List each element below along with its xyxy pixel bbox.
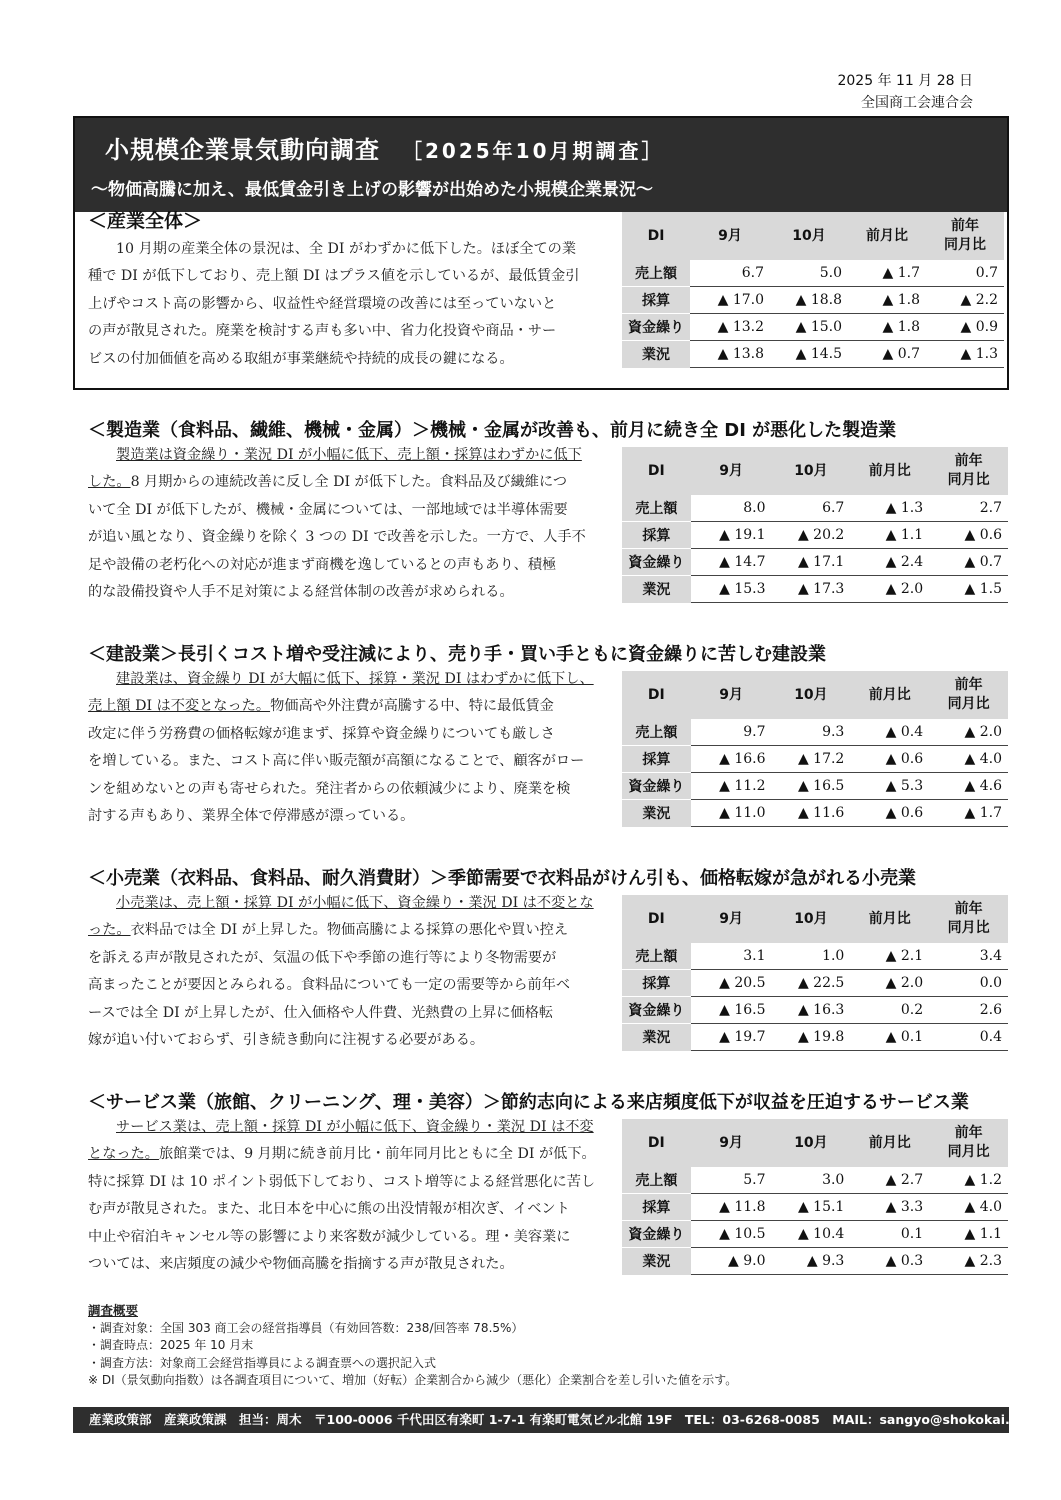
header-di: DI: [622, 212, 690, 260]
table-cell: ▲ 11.2: [691, 773, 772, 800]
table-cell: ▲ 2.7: [850, 1167, 929, 1194]
table-row: [622, 260, 1004, 287]
header-sep: 9月: [691, 447, 772, 495]
table-header-row: [622, 212, 1004, 260]
survey-method: ・調査方法：対象商工会経営指導員による調査票への選択記入式: [88, 1355, 437, 1370]
table-header-row: [622, 895, 1008, 943]
table-cell: ▲ 9.3: [772, 1248, 851, 1275]
table-row: [622, 1221, 1008, 1248]
table-row: [622, 719, 1008, 746]
table-cell: ▲ 3.3: [850, 1194, 929, 1221]
header-oct: 10月: [770, 212, 848, 260]
header-mom: 前月比: [850, 895, 929, 943]
table-cell: ▲ 1.8: [848, 314, 926, 341]
header-sep: 9月: [691, 895, 772, 943]
table-cell: ▲ 0.7: [848, 341, 926, 368]
table-cell: 0.1: [850, 1221, 929, 1248]
table-cell: ▲ 20.2: [772, 522, 851, 549]
row-label: 売上額: [622, 1167, 691, 1194]
row-label: 売上額: [622, 495, 691, 522]
header-oct: 10月: [772, 671, 851, 719]
table-header-row: [622, 1119, 1008, 1167]
row-label: 採算: [622, 522, 691, 549]
table-cell: ▲ 4.6: [929, 773, 1008, 800]
table-row: [622, 943, 1008, 970]
row-label: 業況: [622, 800, 691, 827]
table-cell: ▲ 16.6: [691, 746, 772, 773]
header-yoy: 前年 同月比: [926, 212, 1004, 260]
service-text: サービス業は、売上額・採算 DI が小幅に低下、資金繰り・業況 DI は不変 となった。旅館業では、9 月期に続き前月比・前年同月比ともに全 DI が低下。 特に採算 DI は 10 ポイント弱低下しており、コスト増等による経営悪化に苦し む声が散見された。また、北日本を中心に熊の出没情報が相次ぎ、イベント 中止や宿泊キャンセル等の影響により来客数が減少している。理・美容業に ついては、来店頻度の減少や物価高騰を指摘する声が散見された。: [88, 1119, 596, 1273]
construction-heading: ＜建設業＞長引くコスト増や受注減により、売り手・買い手ともに資金繰りに苦しむ建設業: [88, 644, 826, 665]
di-table-overall: [622, 212, 1004, 368]
table-cell: ▲ 16.3: [772, 997, 851, 1024]
survey-target: ・調査対象：全国 303 商工会の経営指導員（有効回答数：238/回答率 78.5%）: [88, 1320, 524, 1335]
table-cell: ▲ 0.9: [926, 314, 1004, 341]
table-cell: 3.1: [691, 943, 772, 970]
table-cell: ▲ 19.1: [691, 522, 772, 549]
table-cell: ▲ 2.1: [850, 943, 929, 970]
retail-text: 小売業は、売上額・採算 DI が小幅に低下、資金繰り・業況 DI は不変とな った。衣料品では全 DI が上昇した。物価高騰による採算の悪化や買い控え を訴える声が散見されたが、気温の低下や季節の進行等により冬物需要が 高まったことが要因とみられる。食料品についても一定の需要等から前年ベ ースでは全 DI が上昇したが、仕入価格や人件費、光熱費の上昇に価格転 嫁が追い付いておらず、引き続き動向に注視する必要がある。: [88, 895, 594, 1049]
header-di: DI: [622, 447, 691, 495]
table-cell: 0.7: [926, 260, 1004, 287]
header-mom: 前月比: [850, 1119, 929, 1167]
table-cell: 0.4: [929, 1024, 1008, 1051]
row-label: 採算: [622, 746, 691, 773]
overall-text: 10 月期の産業全体の景況は、全 DI がわずかに低下した。ほぼ全ての業 種で DI が低下しており、売上額 DI はプラス値を示しているが、最低賃金引 上げやコスト高の影響から、収益性や経営環境の改善には至っていないと の声が散見された。廃業を検討する声も多い中、省力化投資や商品・サー ビスの付加価値を高める取組が事業継続や持続的成長の鍵になる。: [88, 241, 580, 367]
table-row: [622, 287, 1004, 314]
header-sep: 9月: [691, 1119, 772, 1167]
table-cell: 1.0: [772, 943, 851, 970]
row-label: 業況: [622, 1248, 691, 1275]
overall-heading: ＜産業全体＞: [88, 210, 203, 232]
row-label: 業況: [622, 576, 691, 603]
table-cell: ▲ 17.2: [772, 746, 851, 773]
di-note: ※ DI（景気動向指数）は各調査項目について、増加（好転）企業割合から減少（悪化）企業割合を差し引いた値を示す。: [88, 1373, 738, 1387]
table-cell: ▲ 0.3: [850, 1248, 929, 1275]
table-cell: ▲ 14.5: [770, 341, 848, 368]
table-row: [622, 314, 1004, 341]
table-row: [622, 341, 1004, 368]
table-cell: ▲ 2.2: [926, 287, 1004, 314]
table-cell: ▲ 15.1: [772, 1194, 851, 1221]
table-row: [622, 1194, 1008, 1221]
row-label: 採算: [622, 1194, 691, 1221]
row-label: 採算: [622, 287, 690, 314]
header-oct: 10月: [772, 895, 851, 943]
table-cell: ▲ 20.5: [691, 970, 772, 997]
table-cell: ▲ 2.0: [850, 576, 929, 603]
row-label: 資金繰り: [622, 773, 691, 800]
issue-date: 2025 年 11 月 28 日: [837, 73, 973, 89]
table-cell: 3.0: [772, 1167, 851, 1194]
construction-text: 建設業は、資金繰り DI が大幅に低下、採算・業況 DI はわずかに低下し、 売上額 DI は不変となった。物価高や外注費が高騰する中、特に最低賃金 改定に伴う労務費の価格転嫁が進まず、採算や資金繰りについても厳しさ を増している。また、コスト高に伴い販売額が高額になることで、顧客がロー ンを組めないとの声も寄せられた。発注者からの依頼減少により、廃業を検 討する声もあり、業界全体で停滞感が漂っている。: [88, 671, 594, 825]
title-banner: [75, 118, 1007, 212]
table-row: [622, 1024, 1008, 1051]
header-oct: 10月: [772, 447, 851, 495]
table-cell: 9.7: [691, 719, 772, 746]
row-label: 資金繰り: [622, 549, 691, 576]
header-yoy: 前年 同月比: [929, 447, 1008, 495]
table-cell: ▲ 17.0: [690, 287, 770, 314]
table-cell: ▲ 0.6: [850, 800, 929, 827]
row-label: 資金繰り: [622, 314, 690, 341]
table-cell: 0.2: [850, 997, 929, 1024]
survey-summary-title: 調査概要: [88, 1303, 139, 1318]
di-table-retail: [622, 895, 1008, 1051]
table-cell: ▲ 11.6: [772, 800, 851, 827]
table-cell: ▲ 4.0: [929, 1194, 1008, 1221]
table-row: [622, 549, 1008, 576]
table-row: [622, 495, 1008, 522]
table-cell: ▲ 19.8: [772, 1024, 851, 1051]
table-cell: ▲ 1.1: [850, 522, 929, 549]
table-row: [622, 773, 1008, 800]
table-cell: ▲ 1.5: [929, 576, 1008, 603]
table-cell: ▲ 2.0: [929, 719, 1008, 746]
table-cell: ▲ 2.0: [850, 970, 929, 997]
table-cell: 3.4: [929, 943, 1008, 970]
survey-summary: [88, 1302, 737, 1390]
table-cell: ▲ 9.0: [691, 1248, 772, 1275]
table-row: [622, 1167, 1008, 1194]
manufacturing-text: 製造業は資金繰り・業況 DI が小幅に低下、売上額・採算はわずかに低下 した。8 月期からの連続改善に反し全 DI が低下した。食料品及び繊維につ いて全 DI が低下したが、機械・金属については、一部地域では半導体需要 が追い風となり、資金繰りを除く 3 つの DI で改善を示した。一方で、人手不 足や設備の老朽化への対応が進まず商機を逸しているとの声もあり、積極 的な設備投資や人手不足対策による経営体制の改善が求められる。: [88, 447, 586, 601]
table-cell: ▲ 16.5: [772, 773, 851, 800]
table-row: [622, 522, 1008, 549]
header-oct: 10月: [772, 1119, 851, 1167]
table-cell: ▲ 1.2: [929, 1167, 1008, 1194]
table-row: [622, 997, 1008, 1024]
table-cell: ▲ 1.7: [929, 800, 1008, 827]
service-heading: ＜サービス業（旅館、クリーニング、理・美容）＞節約志向による来店頻度低下が収益を圧迫するサービス業: [88, 1092, 969, 1113]
row-label: 売上額: [622, 260, 690, 287]
header-sep: 9月: [690, 212, 770, 260]
table-cell: ▲ 17.1: [772, 549, 851, 576]
table-cell: 0.0: [929, 970, 1008, 997]
table-row: [622, 746, 1008, 773]
table-cell: ▲ 15.3: [691, 576, 772, 603]
manufacturing-heading: ＜製造業（食料品、繊維、機械・金属）＞機械・金属が改善も、前月に続き全 DI が悪化した製造業: [88, 420, 897, 441]
table-row: [622, 1248, 1008, 1275]
document-subtitle: ～物価高騰に加え、最低賃金引き上げの影響が出始めた小規模企業景況～: [91, 180, 654, 200]
row-label: 売上額: [622, 719, 691, 746]
table-cell: ▲ 1.3: [850, 495, 929, 522]
table-cell: ▲ 13.8: [690, 341, 770, 368]
header-mom: 前月比: [848, 212, 926, 260]
issue-date-block: [837, 70, 973, 114]
row-label: 資金繰り: [622, 1221, 691, 1248]
title-main: 小規模企業景気動向調査: [105, 136, 380, 164]
table-cell: ▲ 5.3: [850, 773, 929, 800]
table-cell: ▲ 11.0: [691, 800, 772, 827]
table-cell: 6.7: [772, 495, 851, 522]
table-cell: ▲ 15.0: [770, 314, 848, 341]
header-di: DI: [622, 895, 691, 943]
header-di: DI: [622, 671, 691, 719]
header-yoy: 前年 同月比: [929, 1119, 1008, 1167]
header-yoy: 前年 同月比: [929, 671, 1008, 719]
table-cell: ▲ 22.5: [772, 970, 851, 997]
row-label: 業況: [622, 341, 690, 368]
table-cell: ▲ 10.4: [772, 1221, 851, 1248]
table-cell: ▲ 13.2: [690, 314, 770, 341]
table-cell: ▲ 10.5: [691, 1221, 772, 1248]
table-row: [622, 576, 1008, 603]
table-cell: ▲ 0.6: [850, 746, 929, 773]
table-cell: ▲ 1.7: [848, 260, 926, 287]
table-cell: ▲ 0.7: [929, 549, 1008, 576]
organization-name: 全国商工会連合会: [861, 95, 973, 111]
table-cell: ▲ 0.1: [850, 1024, 929, 1051]
table-cell: ▲ 1.3: [926, 341, 1004, 368]
document-title: [105, 130, 1007, 165]
row-label: 売上額: [622, 943, 691, 970]
di-table-construction: [622, 671, 1008, 827]
table-cell: ▲ 16.5: [691, 997, 772, 1024]
contact-footer: 産業政策部 産業政策課 担当：周木 〒100-0006 千代田区有楽町 1-7-1 有楽町電気ビル北館 19F TEL：03-6268-0085 MAIL：sangyo@shokokai.or.jp: [73, 1407, 1009, 1433]
table-cell: ▲ 17.3: [772, 576, 851, 603]
header-sep: 9月: [691, 671, 772, 719]
table-cell: 2.7: [929, 495, 1008, 522]
table-cell: ▲ 2.4: [850, 549, 929, 576]
table-cell: 9.3: [772, 719, 851, 746]
row-label: 資金繰り: [622, 997, 691, 1024]
survey-time: ・調査時点：2025 年 10 月末: [88, 1338, 254, 1352]
table-cell: ▲ 1.8: [848, 287, 926, 314]
table-cell: 5.7: [691, 1167, 772, 1194]
table-cell: ▲ 0.4: [850, 719, 929, 746]
table-header-row: [622, 671, 1008, 719]
row-label: 採算: [622, 970, 691, 997]
table-cell: ▲ 11.8: [691, 1194, 772, 1221]
row-label: 業況: [622, 1024, 691, 1051]
table-cell: 6.7: [690, 260, 770, 287]
table-cell: ▲ 1.1: [929, 1221, 1008, 1248]
header-mom: 前月比: [850, 447, 929, 495]
table-cell: 5.0: [770, 260, 848, 287]
table-cell: ▲ 4.0: [929, 746, 1008, 773]
header-di: DI: [622, 1119, 691, 1167]
header-mom: 前月比: [850, 671, 929, 719]
table-header-row: [622, 447, 1008, 495]
table-cell: 2.6: [929, 997, 1008, 1024]
di-table-manufacturing: [622, 447, 1008, 603]
table-cell: ▲ 0.6: [929, 522, 1008, 549]
di-table-service: [622, 1119, 1008, 1275]
retail-heading: ＜小売業（衣料品、食料品、耐久消費財）＞季節需要で衣料品がけん引も、価格転嫁が急がれる小売業: [88, 868, 916, 889]
table-cell: ▲ 19.7: [691, 1024, 772, 1051]
table-row: [622, 800, 1008, 827]
table-cell: 8.0: [691, 495, 772, 522]
table-row: [622, 970, 1008, 997]
table-cell: ▲ 14.7: [691, 549, 772, 576]
header-yoy: 前年 同月比: [929, 895, 1008, 943]
title-period: ［2025年10月期調査］: [402, 139, 665, 163]
table-cell: ▲ 2.3: [929, 1248, 1008, 1275]
table-cell: ▲ 18.8: [770, 287, 848, 314]
